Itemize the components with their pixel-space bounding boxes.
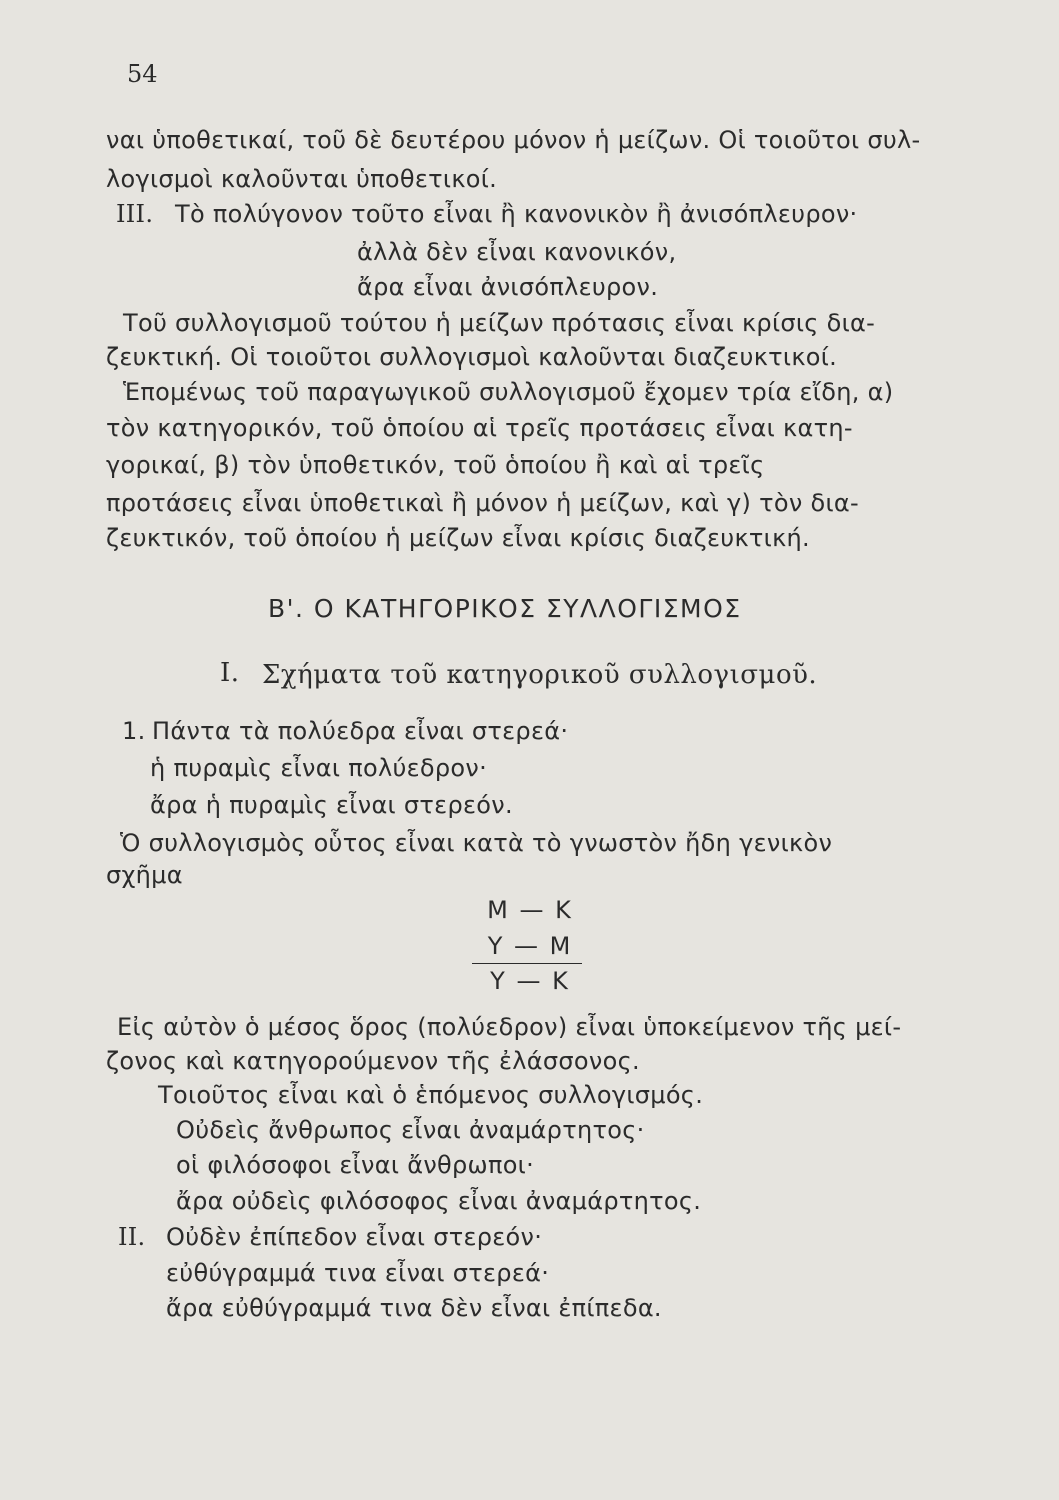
- premise-line: Τὸ πολύγονον τοῦτο εἶναι ἢ κανονικὸν ἢ ἀνισόπλευρον·: [175, 200, 858, 228]
- premise-line: Πάντα τὰ πολύεδρα εἶναι στερεά·: [152, 717, 569, 745]
- section-heading: Β'. Ο ΚΑΤΗΓΟΡΙΚΟΣ ΣΥΛΛΟΓΙΣΜΟΣ: [268, 594, 742, 623]
- text-line: Τοιοῦτος εἶναι καὶ ὁ ἑπόμενος συλλογισμός.: [158, 1081, 704, 1109]
- formula-minor: Υ — Μ: [487, 932, 573, 960]
- formula-major: Μ — Κ: [487, 896, 573, 924]
- formula-conclusion: Υ — Κ: [490, 967, 570, 995]
- text-line: λογισμοὶ καλοῦνται ὑποθετικοί.: [106, 165, 498, 193]
- text-line: ζονος καὶ κατηγορούμενον τῆς ἐλάσσονος.: [106, 1047, 640, 1075]
- text-line: ναι ὑποθετικαί, τοῦ δὲ δευτέρου μόνον ἡ μείζων. Οἱ τοιοῦτοι συλ-: [106, 126, 921, 154]
- text-line: Ὁ συλλογισμὸς οὗτος εἶναι κατὰ τὸ γνωστὸν ἤδη γενικὸν: [120, 829, 833, 857]
- text-line: προτάσεις εἶναι ὑποθετικαὶ ἢ μόνον ἡ μείζων, καὶ γ) τὸν δια-: [106, 489, 859, 517]
- text-line: Εἰς αὐτὸν ὁ μέσος ὅρος (πολύεδρον) εἶναι ὑποκείμενον τῆς μεί-: [117, 1013, 902, 1041]
- premise-line: εὐθύγραμμά τινα εἶναι στερεά·: [166, 1259, 550, 1287]
- subsection-title: Σχήματα τοῦ κατηγορικοῦ συλλογισμοῦ.: [262, 660, 818, 690]
- example-number: III.: [116, 200, 154, 228]
- example-number: II.: [118, 1223, 146, 1251]
- text-line: Τοῦ συλλογισμοῦ τούτου ἡ μείζων πρότασις εἶναι κρίσις δια-: [123, 309, 876, 337]
- text-line: ζευκτική. Οἱ τοιοῦτοι συλλογισμοὶ καλοῦνται διαζευκτικοί.: [106, 343, 838, 371]
- conclusion-line: ἄρα εὐθύγραμμά τινα δὲν εἶναι ἐπίπεδα.: [166, 1294, 662, 1322]
- premise-line: Οὐδὲν ἐπίπεδον εἶναι στερεόν·: [166, 1223, 543, 1251]
- conclusion-line: ἄρα εἶναι ἀνισόπλευρον.: [357, 273, 659, 301]
- premise-line: ἡ πυραμὶς εἶναι πολύεδρον·: [150, 754, 488, 782]
- example-number: 1.: [122, 717, 146, 745]
- page-number: 54: [127, 60, 158, 88]
- subsection-number: I.: [220, 658, 240, 688]
- premise-line: οἱ φιλόσοφοι εἶναι ἄνθρωποι·: [176, 1151, 535, 1179]
- text-line: γορικαί, β) τὸν ὑποθετικόν, τοῦ ὁποίου ἢ καὶ αἱ τρεῖς: [106, 451, 765, 479]
- premise-line: Οὐδεὶς ἄνθρωπος εἶναι ἀναμάρτητος·: [176, 1116, 645, 1144]
- conclusion-line: ἄρα ἡ πυραμὶς εἶναι στερεόν.: [150, 791, 513, 819]
- text-line: ζευκτικόν, τοῦ ὁποίου ἡ μείζων εἶναι κρίσις διαζευκτική.: [106, 524, 810, 552]
- text-line: Ἑπομένως τοῦ παραγωγικοῦ συλλογισμοῦ ἔχομεν τρία εἴδη, α): [123, 378, 894, 406]
- conclusion-line: ἄρα οὐδεὶς φιλόσοφος εἶναι ἀναμάρτητος.: [176, 1187, 702, 1215]
- formula-rule: [472, 963, 582, 964]
- text-line: σχῆμα: [106, 861, 183, 889]
- text-line: τὸν κατηγορικόν, τοῦ ὁποίου αἱ τρεῖς προτάσεις εἶναι κατη-: [106, 414, 853, 442]
- premise-line: ἀλλὰ δὲν εἶναι κανονικόν,: [357, 238, 677, 266]
